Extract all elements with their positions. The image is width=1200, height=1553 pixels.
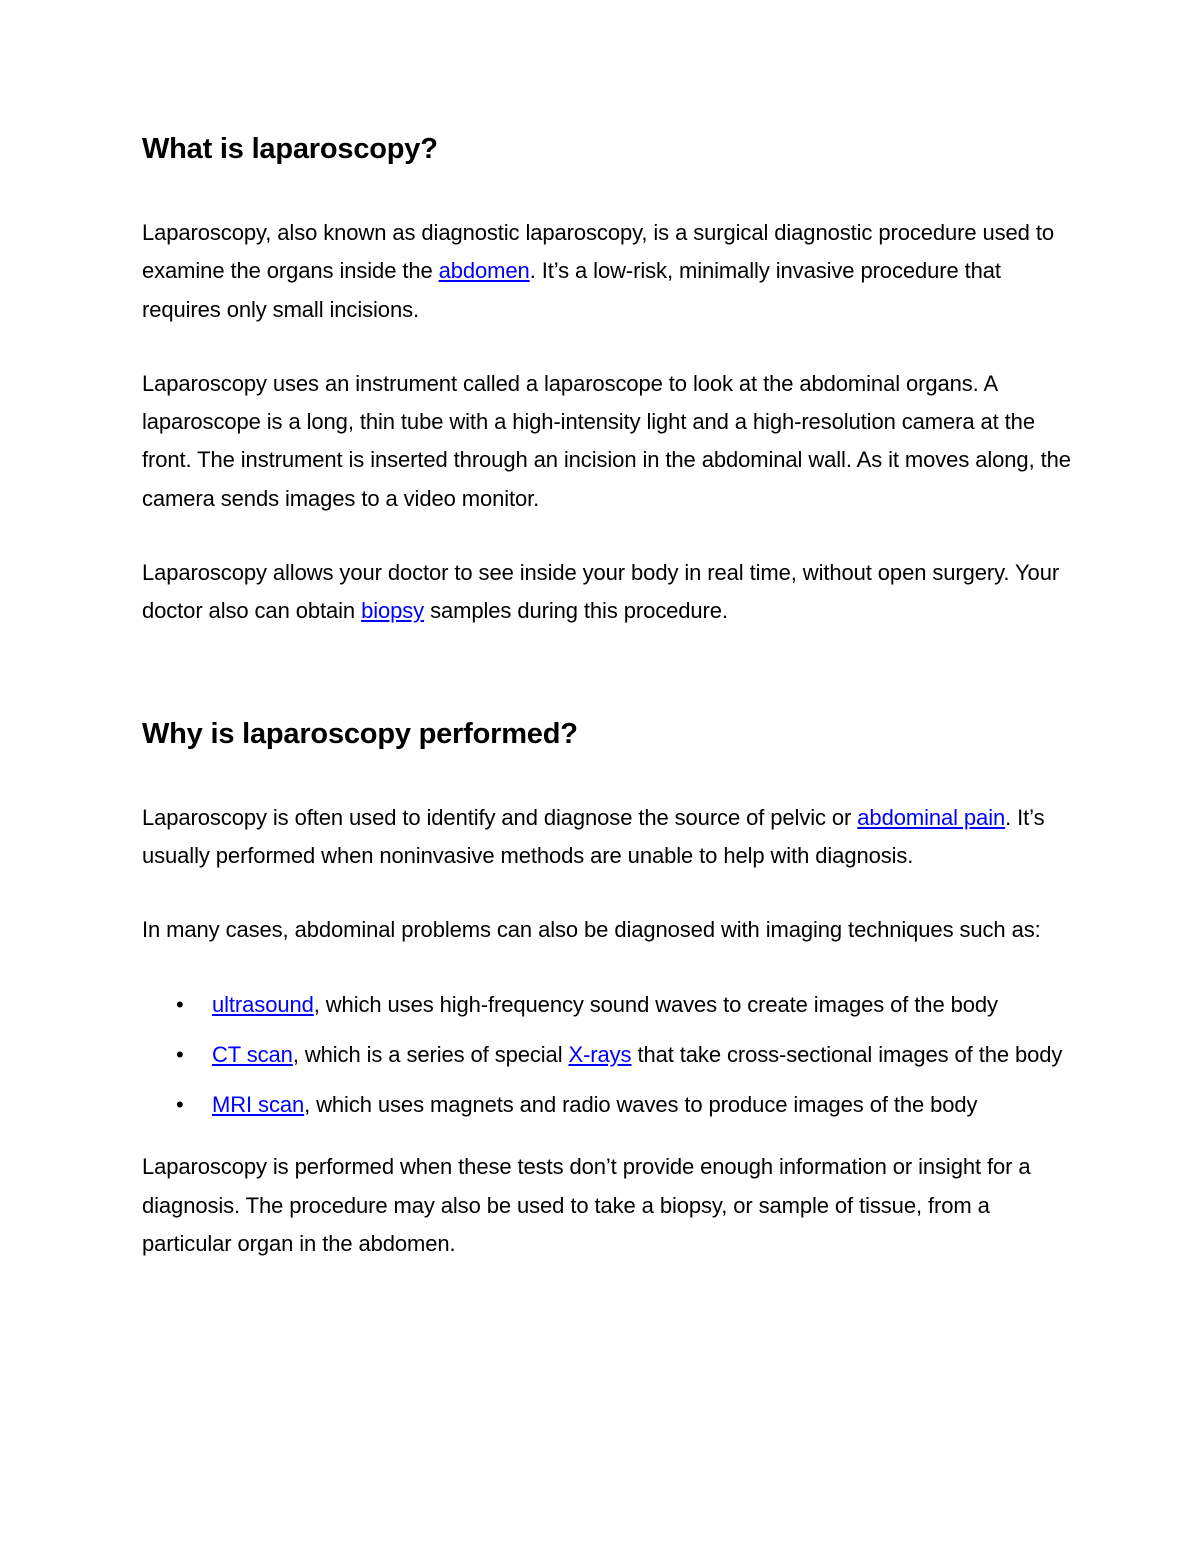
list-item-ct-scan-text-a: , which is a series of special (292, 1041, 569, 1067)
paragraph-intro (142, 214, 1072, 329)
heading-what-is-laparoscopy: What is laparoscopy? (142, 133, 438, 165)
link-mri-scan[interactable]: MRI scan (212, 1092, 305, 1118)
link-abdomen[interactable]: abdomen (438, 258, 530, 284)
paragraph-why (142, 799, 1072, 876)
paragraph-conclusion: Laparoscopy is performed when these tests don’t provide enough information or insight for a diagnosis. The procedure may also be used to take a biopsy, or sample of tissue, from a particular organ in the abdomen. (142, 1154, 1031, 1257)
paragraph-imaging-intro: In many cases, abdominal problems can also be diagnosed with imaging techniques such as: (142, 917, 1041, 943)
paragraph-why-text-before: Laparoscopy is often used to identify and diagnose the source of pelvic or (142, 804, 858, 830)
imaging-techniques-list (142, 986, 1072, 1125)
heading-why-performed: Why is laparoscopy performed? (142, 717, 578, 750)
link-x-rays[interactable]: X-rays (568, 1041, 632, 1067)
paragraph-intro-text-after: . It’s a low-risk, minimally invasive procedure that requires only small incisions. (142, 258, 1001, 322)
list-item-mri-scan-text: , which uses magnets and radio waves to produce images of the body (304, 1092, 978, 1118)
bullet-icon: • (176, 1041, 184, 1067)
paragraph-why-text-after: . It’s usually performed when noninvasive methods are unable to help with diagnosis. (142, 804, 1045, 868)
bullet-icon: • (176, 991, 184, 1017)
link-ultrasound[interactable]: ultrasound (212, 991, 314, 1017)
list-item-mri-scan (142, 1086, 1072, 1124)
paragraph-real-time (142, 554, 1072, 631)
paragraph-real-time-text-before: Laparoscopy allows your doctor to see inside your body in real time, without open surgery. Your doctor also can obtain (142, 560, 1060, 624)
link-biopsy[interactable]: biopsy (361, 598, 425, 624)
list-item-ultrasound-text: , which uses high-frequency sound waves to create images of the body (313, 991, 998, 1017)
bullet-icon: • (176, 1092, 184, 1118)
link-abdominal-pain[interactable]: abdominal pain (857, 804, 1006, 830)
paragraph-real-time-text-after: samples during this procedure. (424, 598, 728, 624)
list-item-ct-scan (142, 1036, 1072, 1074)
document-page (142, 130, 1072, 1263)
link-ct-scan[interactable]: CT scan (212, 1041, 293, 1067)
paragraph-intro-text-before: Laparoscopy, also known as diagnostic laparoscopy, is a surgical diagnostic procedure used to examine the organs inside the (142, 220, 1054, 284)
paragraph-laparoscope-description: Laparoscopy uses an instrument called a laparoscope to look at the abdominal organs. A laparoscope is a long, thin tube with a high-intensity light and a high-resolution camera at the front. The instrument is inserted through an incision in the abdominal wall. As it moves along, the camera sends images to a video monitor. (142, 370, 1071, 511)
list-item-ct-scan-text-b: that take cross-sectional images of the body (631, 1041, 1063, 1067)
list-item-ultrasound (142, 986, 1072, 1024)
